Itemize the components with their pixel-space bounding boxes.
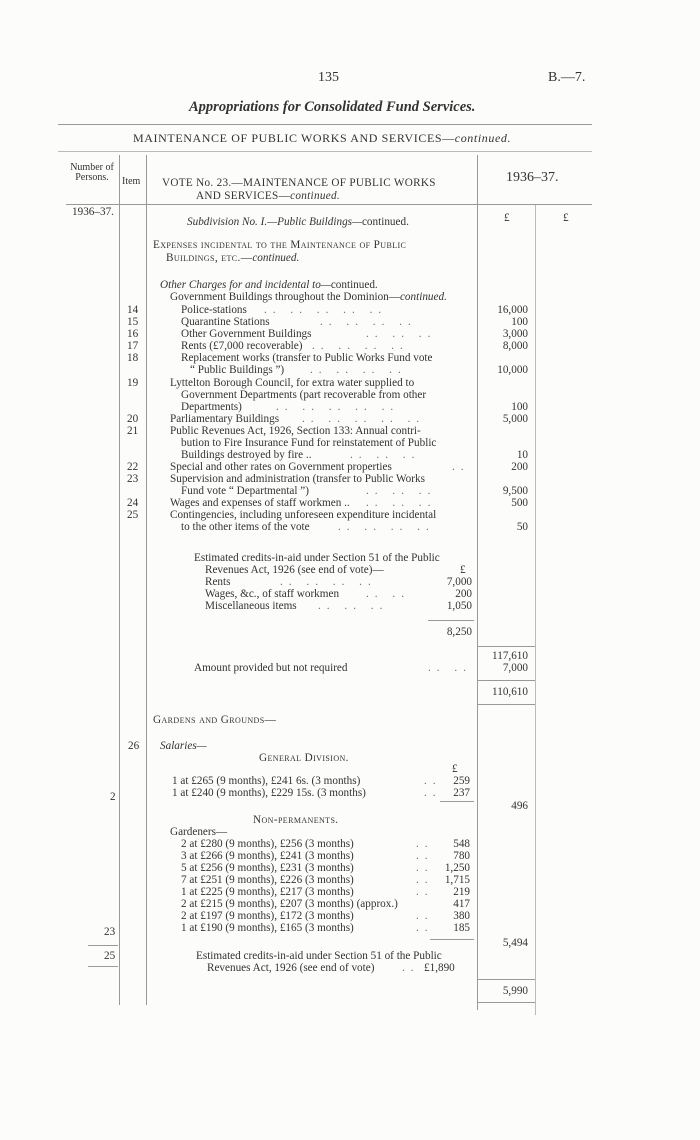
salaries-heading: Salaries—: [160, 740, 207, 752]
pound-sign-1: £: [504, 212, 510, 224]
subtotal-rule: [478, 646, 535, 647]
leader-dots: .. .. ..: [366, 497, 437, 509]
vote-heading-line2-text: AND SERVICES—: [196, 190, 291, 202]
leader-dots: .. .. ..: [366, 485, 437, 497]
salary-row-label: 1 at £240 (9 months), £229 15s. (3 months): [172, 787, 366, 799]
vote-heading-line2: [196, 190, 340, 202]
leader-dots: .. .. .. ..: [310, 364, 407, 376]
not-required-label: Amount provided but not required: [194, 662, 348, 674]
net-total: 110,610: [492, 686, 528, 698]
leader-dots: .. .. .. .. ..: [264, 304, 388, 316]
item-number: 18: [127, 352, 139, 364]
item-label: Supervision and administration (transfer to Public Works: [170, 473, 425, 485]
gardener-row-amount: 548: [453, 838, 470, 850]
col-divider-item: [146, 155, 147, 1005]
salary-row-amount: 237: [453, 787, 470, 799]
leader-dots: ..: [424, 775, 442, 787]
gardeners-heading: Gardeners—: [170, 826, 228, 838]
item-label: Government Departments (part recoverable from other: [181, 389, 427, 401]
item-label: Police-stations: [181, 304, 247, 316]
leader-dots: ..: [416, 838, 434, 850]
total-persons: 25: [104, 950, 116, 962]
item-amount: 100: [511, 401, 528, 413]
leader-dots: ..: [424, 787, 442, 799]
other-charges-cont: continued.: [330, 279, 378, 291]
item-label: Parliamentary Buildings: [170, 413, 280, 425]
item-label: Rents (£7,000 recoverable): [181, 340, 303, 352]
gardener-row-label: 2 at £197 (9 months), £172 (3 months): [181, 910, 354, 922]
item-label: “ Public Buildings ”): [190, 364, 285, 376]
col-header-item: Item: [122, 176, 141, 187]
expenses-heading-line1: Expenses incidental to the Maintenance of Public: [153, 239, 407, 251]
gardener-row-amount: 185: [453, 922, 470, 934]
item-label: Replacement works (transfer to Public Works Fund vote: [181, 352, 433, 364]
col-header-year: 1936–37.: [506, 170, 559, 185]
subdivision-cont: continued.: [361, 216, 409, 228]
leader-dots: .. .. .. .. ..: [302, 413, 426, 425]
general-total: 496: [511, 800, 528, 812]
grand-total-rule-top: [478, 979, 535, 980]
col-header-persons: Number of Persons.: [70, 162, 114, 183]
credits-line1: Estimated credits-in-aid under Section 51 of the Public: [194, 552, 440, 564]
leader-dots: .. .. ..: [318, 600, 389, 612]
credit-amount: 1,050: [446, 600, 472, 612]
leader-dots: .. .. ..: [350, 449, 421, 461]
gardener-row-label: 2 at £280 (9 months), £256 (3 months): [181, 838, 354, 850]
gardener-row-label: 5 at £256 (9 months), £231 (3 months): [181, 862, 354, 874]
item-label: Fund vote “ Departmental ”): [181, 485, 309, 497]
item-label: Buildings destroyed by fire ..: [181, 449, 312, 461]
item-label: Special and other rates on Government properties: [170, 461, 392, 473]
net-rule-bottom: [478, 704, 535, 705]
net-rule-top: [478, 680, 535, 681]
item-label: Quarantine Stations: [181, 316, 270, 328]
leader-dots: .. .. ..: [366, 328, 437, 340]
leader-dots: .. ..: [428, 662, 472, 674]
non-permanents-heading: Non-permanents.: [253, 814, 339, 826]
item-label: bution to Fire Insurance Fund for reinstatement of Public: [181, 437, 437, 449]
expenses-heading-line2: [166, 252, 299, 264]
credits-total-rule: [428, 620, 474, 621]
grand-total-rule-bottom: [478, 1002, 535, 1003]
credits-line2: Revenues Act, 1926 (see end of vote)—: [205, 564, 384, 576]
col-header-rule: [66, 204, 592, 205]
vote-heading-line1: VOTE No. 23.—MAINTENANCE OF PUBLIC WORKS: [162, 177, 436, 189]
credit-amount: 7,000: [446, 576, 472, 588]
gardens-item-number: 26: [128, 740, 140, 752]
gardener-row-label: 7 at £251 (9 months), £226 (3 months): [181, 874, 354, 886]
gardener-persons: 23: [104, 926, 116, 938]
col-divider-pounds: [535, 205, 536, 1015]
credits-total: 8,250: [446, 626, 472, 638]
item-number: 14: [127, 304, 139, 316]
leader-dots: ..: [416, 910, 434, 922]
salary-row-amount: 259: [453, 775, 470, 787]
credits-pound: £: [460, 564, 466, 576]
item-label: Wages and expenses of staff workmen ..: [170, 497, 350, 509]
subtotal-amount: 117,610: [492, 650, 528, 662]
other-charges-text: Other Charges for and incidental to—: [160, 279, 331, 291]
item-label: Contingencies, including unforeseen expenditure incidental: [170, 509, 437, 521]
item-label: Other Government Buildings: [181, 328, 312, 340]
gov-buildings-heading: [170, 291, 447, 303]
general-subtotal-rule: [440, 801, 474, 802]
item-amount: 3,000: [502, 328, 528, 340]
leader-dots: .. .. .. .. ..: [276, 401, 400, 413]
item-label: Departments): [181, 401, 242, 413]
subdivision-heading: [187, 216, 409, 228]
year-left: 1936–37.: [72, 206, 114, 218]
leader-dots: .. .. .. ..: [320, 316, 417, 328]
gardener-row-amount: 780: [453, 850, 470, 862]
document-ref: B.—7.: [548, 70, 586, 85]
grand-total: 5,990: [502, 985, 528, 997]
credit-label: Miscellaneous items: [205, 600, 297, 612]
page-title: Appropriations for Consolidated Fund Services.: [189, 99, 476, 115]
general-division-heading: General Division.: [259, 752, 349, 764]
leader-dots: ..: [416, 850, 434, 862]
leader-dots: ..: [452, 461, 470, 473]
item-label: Lyttelton Borough Council, for extra water supplied to: [170, 377, 415, 389]
vote-heading-line2-cont: continued.: [290, 190, 340, 202]
item-label: to the other items of the vote: [181, 521, 310, 533]
leader-dots: ..: [416, 862, 434, 874]
item-label: Public Revenues Act, 1926, Section 133: Annual contri-: [170, 425, 421, 437]
gardener-row-amount: 380: [453, 910, 470, 922]
item-amount: 50: [516, 521, 528, 533]
gardens-credits-line2: Revenues Act, 1926 (see end of vote): [207, 962, 375, 974]
expenses-line2-text: Buildings, etc.—: [166, 252, 253, 264]
item-amount: 10,000: [497, 364, 528, 376]
credit-label: Wages, &c., of staff workmen: [205, 588, 340, 600]
section-title-cont: continued.: [454, 131, 512, 145]
item-number: 24: [127, 497, 139, 509]
col-divider-amount: [477, 155, 478, 1010]
item-number: 20: [127, 413, 139, 425]
item-amount: 8,000: [502, 340, 528, 352]
leader-dots: .. .. .. ..: [312, 340, 409, 352]
item-number: 22: [127, 461, 139, 473]
header-rule-2: [58, 151, 592, 152]
expenses-line2-cont: continued.: [252, 252, 300, 264]
section-title-main: MAINTENANCE OF PUBLIC WORKS AND SERVICES—: [133, 131, 455, 145]
leader-dots: ..: [416, 874, 434, 886]
leader-dots: ..: [416, 922, 434, 934]
item-number: 19: [127, 377, 139, 389]
item-amount: 16,000: [497, 304, 528, 316]
gardener-row-label: 1 at £225 (9 months), £217 (3 months): [181, 886, 354, 898]
col-divider-persons: [119, 155, 120, 1005]
item-amount: 10: [516, 449, 528, 461]
header-rule: [58, 124, 592, 125]
gov-buildings-text: Government Buildings throughout the Dominion—: [170, 291, 400, 303]
gardener-row-amount: 417: [453, 898, 470, 910]
subdivision-text: Subdivision No. I.—Public Buildings—: [187, 216, 362, 228]
credit-amount: 200: [455, 588, 472, 600]
item-amount: 500: [511, 497, 528, 509]
page-number: 135: [318, 70, 339, 85]
gardener-row-label: 2 at £215 (9 months), £207 (3 months) (approx.): [181, 898, 398, 910]
other-charges-heading: [160, 279, 378, 291]
item-amount: 5,000: [502, 413, 528, 425]
section-title: [133, 131, 511, 146]
gov-buildings-cont: continued.: [399, 291, 447, 303]
item-number: 17: [127, 340, 139, 352]
leader-dots: ..: [402, 962, 420, 974]
leader-dots: .. .. .. ..: [280, 576, 377, 588]
item-amount: 9,500: [502, 485, 528, 497]
gardener-row-amount: 219: [453, 886, 470, 898]
leader-dots: .. ..: [366, 588, 410, 600]
item-number: 21: [127, 425, 139, 437]
gardens-credits-line1: Estimated credits-in-aid under Section 51 of the Public: [196, 950, 442, 962]
item-number: 25: [127, 509, 139, 521]
gardens-heading: Gardens and Grounds—: [153, 714, 277, 726]
gardener-subtotal-rule: [430, 939, 474, 940]
persons-total-rule: [88, 945, 118, 946]
gardener-row-label: 3 at £266 (9 months), £241 (3 months): [181, 850, 354, 862]
gardens-credits-amount: £1,890: [424, 962, 455, 974]
gardener-row-label: 1 at £190 (9 months), £165 (3 months): [181, 922, 354, 934]
credit-label: Rents: [205, 576, 231, 588]
gardener-row-amount: 1,715: [444, 874, 470, 886]
item-number: 15: [127, 316, 139, 328]
item-amount: 200: [511, 461, 528, 473]
general-persons: 2: [110, 791, 116, 803]
gardener-row-amount: 1,250: [444, 862, 470, 874]
item-amount: 100: [511, 316, 528, 328]
not-required-amount: 7,000: [502, 662, 528, 674]
item-number: 23: [127, 473, 139, 485]
persons-total-rule-bottom: [88, 966, 118, 967]
general-pound: £: [452, 763, 458, 775]
salary-row-label: 1 at £265 (9 months), £241 6s. (3 months): [172, 775, 361, 787]
item-number: 16: [127, 328, 139, 340]
pound-sign-2: £: [563, 212, 569, 224]
gardener-total: 5,494: [502, 937, 528, 949]
leader-dots: ..: [416, 886, 434, 898]
leader-dots: .. .. .. ..: [338, 521, 435, 533]
